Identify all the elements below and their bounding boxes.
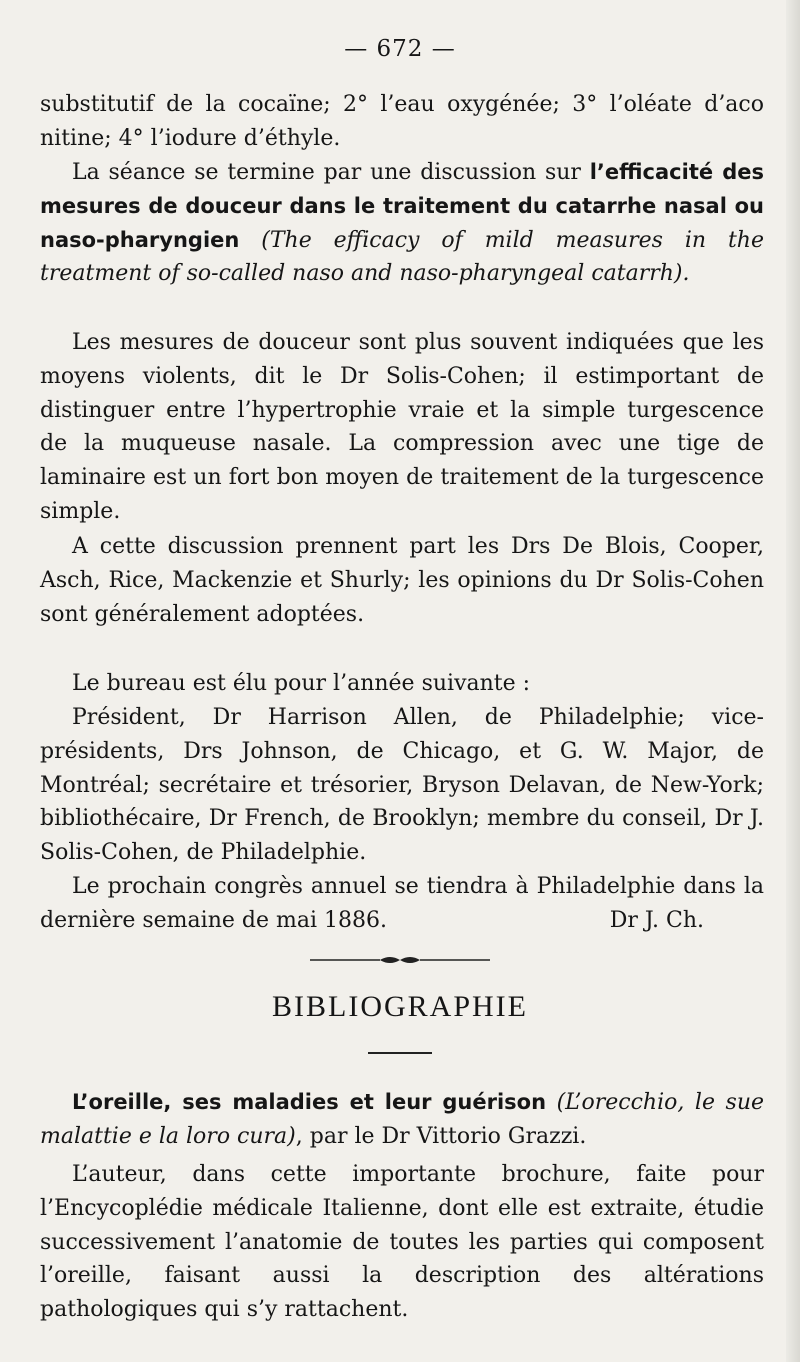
- section-heading: BIBLIOGRAPHIE: [272, 990, 528, 1023]
- heading-rule: [368, 1052, 432, 1054]
- paragraph-discussion-participants: [40, 530, 764, 631]
- paragraph-text: L’auteur, dans cette importante brochure, faite pour l’Encycoplédie médicale Italienne, dont elle est extraite, étudie successivement l’anatomie de toutes les parties qui composent l’oreille, faisant aussi la description des altérations pathologiques qui s’y rattachent.: [40, 1162, 764, 1323]
- review-body: [40, 1158, 764, 1327]
- paragraph-text: A cette discussion prennent part les Drs De Blois, Cooper, Asch, Rice, Mackenzie et Shurly; les opinions du Dr Solis-Cohen sont généralement adoptées.: [40, 534, 764, 627]
- page-number: — 672 —: [344, 36, 456, 62]
- ornament-divider-icon: [310, 952, 490, 968]
- paragraph-text: Les mesures de douceur sont plus souvent indiquées que les moyens violents, dit le Dr Solis-Cohen; il estimportant de distinguer entre l’hypertrophie vraie et la simple turgescence de la muqueuse nasale. La compression avec une tige de laminaire est un fort bon moyen de traitement de la turgescence simple.: [40, 330, 764, 524]
- signature: Dr J. Ch.: [609, 907, 704, 933]
- paragraph-text: Le bureau est élu pour l’année suivante :: [72, 671, 531, 696]
- text-intro: La séance se termine par une discussion sur: [72, 160, 581, 185]
- paragraph-text: Le prochain congrès annuel se tiendra à Philadelphie dans la dernière semaine de mai 1886.: [40, 874, 764, 933]
- text-line: substitutif de la cocaïne; 2° l’eau oxygénée; 3° l’oléate d’aco: [40, 92, 764, 117]
- text-line: nitine; 4° l’iodure d’éthyle.: [40, 125, 341, 151]
- discussion-title: l’efficacité des mesures de douceur dans le traitement du catarrhe nasal ou naso-pharyngien: [40, 160, 764, 252]
- paragraph-continuation: [40, 88, 764, 156]
- paragraph-text: Président, Dr Harrison Allen, de Philadelphie; vice-présidents, Drs Johnson, de Chicago, et G. W. Major, de Montréal; secrétaire et trésorier, Bryson Delavan, de New-York; bibliothécaire, Dr French, de Brooklyn; membre du conseil, Dr J. Solis-Cohen, de Philadelphie.: [40, 705, 764, 866]
- book-title: L’oreille, ses maladies et leur guérison: [72, 1090, 547, 1114]
- page-edge-shadow: [786, 0, 800, 1362]
- paragraph-mesures: [40, 326, 764, 529]
- paragraph-next-congress: [40, 870, 764, 938]
- review-title: [40, 1086, 764, 1154]
- paragraph-discussion-topic: [40, 156, 764, 291]
- book-title-italian: (L’orecchio, le sue malattie e la loro cura): [40, 1090, 765, 1149]
- book-author: , par le Dr Vittorio Grazzi.: [295, 1123, 587, 1149]
- paragraph-officers: [40, 701, 764, 870]
- paragraph-bureau: [40, 667, 764, 701]
- discussion-title-english: (The efficacy of mild measures in the treatment of so-called naso and naso-pharyngeal catarrh).: [40, 227, 764, 287]
